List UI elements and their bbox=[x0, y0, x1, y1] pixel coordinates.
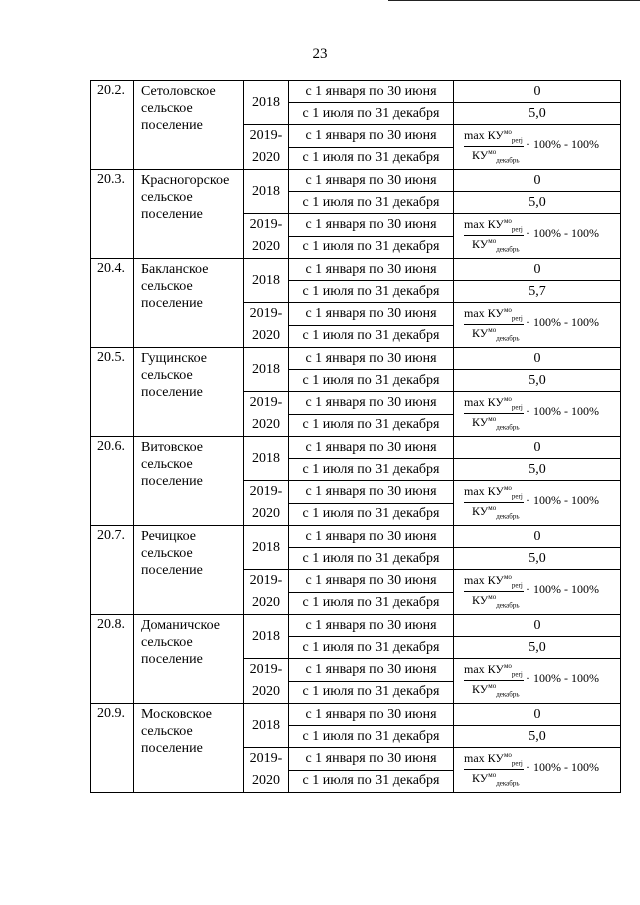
period-cell: с 1 января по 30 июня bbox=[289, 348, 454, 370]
value-cell: 0 bbox=[454, 437, 621, 459]
year-cell: 2018 bbox=[244, 170, 289, 214]
value-cell: 0 bbox=[454, 526, 621, 548]
settlement-name: Красногорское сельское поселение bbox=[134, 170, 244, 259]
formula-numerator: $\max КУ^{мо}_{perj}$ bbox=[464, 128, 523, 145]
formula bbox=[454, 748, 620, 792]
table-row bbox=[91, 170, 621, 192]
period-cell: с 1 июля по 31 декабря bbox=[289, 281, 454, 303]
year-cell: 2019-2020 bbox=[244, 125, 289, 170]
value-cell: 5,0 bbox=[454, 548, 621, 570]
year-cell: 2018 bbox=[244, 259, 289, 303]
formula bbox=[454, 125, 620, 169]
formula-numerator: $\max КУ^{мо}_{perj}$ bbox=[464, 484, 523, 501]
period-cell: с 1 июля по 31 декабря bbox=[289, 548, 454, 570]
year-cell: 2019-2020 bbox=[244, 303, 289, 348]
settlement-name: Гущинское сельское поселение bbox=[134, 348, 244, 437]
year-cell: 2018 bbox=[244, 348, 289, 392]
period-cell: с 1 июля по 31 декабря bbox=[289, 770, 454, 793]
year-cell: 2018 bbox=[244, 437, 289, 481]
period-cell: с 1 июля по 31 декабря bbox=[289, 147, 454, 170]
tariff-table bbox=[90, 80, 621, 793]
period-cell: с 1 января по 30 июня bbox=[289, 615, 454, 637]
table-row bbox=[91, 615, 621, 637]
fraction-bar bbox=[464, 324, 524, 325]
formula-denominator: $КУ^{мо}_{декабрь}$ bbox=[472, 415, 520, 432]
formula-tail: · 100% - 100% bbox=[526, 493, 599, 507]
year-cell: 2019-2020 bbox=[244, 214, 289, 259]
formula-tail: · 100% - 100% bbox=[526, 760, 599, 774]
period-cell: с 1 июля по 31 декабря bbox=[289, 726, 454, 748]
year-cell: 2019-2020 bbox=[244, 481, 289, 526]
value-cell: 0 bbox=[454, 615, 621, 637]
value-cell: 5,7 bbox=[454, 281, 621, 303]
row-number: 20.3. bbox=[91, 170, 134, 259]
period-cell: с 1 июля по 31 декабря bbox=[289, 192, 454, 214]
formula-denominator: $КУ^{мо}_{декабрь}$ bbox=[472, 148, 520, 165]
formula-cell bbox=[454, 748, 621, 793]
formula-numerator: $\max КУ^{мо}_{perj}$ bbox=[464, 217, 523, 234]
year-cell: 2019-2020 bbox=[244, 570, 289, 615]
period-cell: с 1 января по 30 июня bbox=[289, 570, 454, 593]
formula bbox=[454, 214, 620, 258]
table-row bbox=[91, 81, 621, 103]
formula-tail: · 100% - 100% bbox=[526, 315, 599, 329]
row-number: 20.4. bbox=[91, 259, 134, 348]
settlement-name: Речицкое сельское поселение bbox=[134, 526, 244, 615]
year-cell: 2018 bbox=[244, 526, 289, 570]
formula-tail: · 100% - 100% bbox=[526, 226, 599, 240]
formula-cell bbox=[454, 303, 621, 348]
period-cell: с 1 июля по 31 декабря bbox=[289, 459, 454, 481]
formula bbox=[454, 481, 620, 525]
formula-denominator: $КУ^{мо}_{декабрь}$ bbox=[472, 504, 520, 521]
formula-numerator: $\max КУ^{мо}_{perj}$ bbox=[464, 395, 523, 412]
period-cell: с 1 июля по 31 декабря bbox=[289, 681, 454, 704]
value-cell: 0 bbox=[454, 704, 621, 726]
period-cell: с 1 июля по 31 декабря bbox=[289, 370, 454, 392]
formula-numerator: $\max КУ^{мо}_{perj}$ bbox=[464, 751, 523, 768]
value-cell: 0 bbox=[454, 259, 621, 281]
settlement-name: Московское сельское поселение bbox=[134, 704, 244, 793]
top-rule bbox=[388, 0, 640, 1]
table-row bbox=[91, 704, 621, 726]
period-cell: с 1 июля по 31 декабря bbox=[289, 414, 454, 437]
settlement-name: Бакланское сельское поселение bbox=[134, 259, 244, 348]
fraction-bar bbox=[464, 591, 524, 592]
fraction-bar bbox=[464, 235, 524, 236]
formula-numerator: $\max КУ^{мо}_{perj}$ bbox=[464, 306, 523, 323]
formula-cell bbox=[454, 392, 621, 437]
value-cell: 5,0 bbox=[454, 726, 621, 748]
period-cell: с 1 июля по 31 декабря bbox=[289, 503, 454, 526]
formula-cell bbox=[454, 659, 621, 704]
row-number: 20.7. bbox=[91, 526, 134, 615]
period-cell: с 1 января по 30 июня bbox=[289, 748, 454, 771]
year-cell: 2019-2020 bbox=[244, 748, 289, 793]
period-cell: с 1 января по 30 июня bbox=[289, 170, 454, 192]
formula-denominator: $КУ^{мо}_{декабрь}$ bbox=[472, 237, 520, 254]
row-number: 20.6. bbox=[91, 437, 134, 526]
formula-denominator: $КУ^{мо}_{декабрь}$ bbox=[472, 771, 520, 788]
period-cell: с 1 июля по 31 декабря bbox=[289, 325, 454, 348]
year-cell: 2018 bbox=[244, 81, 289, 125]
value-cell: 5,0 bbox=[454, 192, 621, 214]
table-row bbox=[91, 348, 621, 370]
settlement-name: Доманичское сельское поселение bbox=[134, 615, 244, 704]
value-cell: 0 bbox=[454, 170, 621, 192]
period-cell: с 1 января по 30 июня bbox=[289, 303, 454, 326]
fraction-bar bbox=[464, 413, 524, 414]
formula-numerator: $\max КУ^{мо}_{perj}$ bbox=[464, 662, 523, 679]
value-cell: 5,0 bbox=[454, 459, 621, 481]
formula-numerator: $\max КУ^{мо}_{perj}$ bbox=[464, 573, 523, 590]
formula bbox=[454, 303, 620, 347]
period-cell: с 1 июля по 31 декабря bbox=[289, 592, 454, 615]
period-cell: с 1 января по 30 июня bbox=[289, 481, 454, 504]
formula-tail: · 100% - 100% bbox=[526, 404, 599, 418]
settlement-name: Витовское сельское поселение bbox=[134, 437, 244, 526]
period-cell: с 1 января по 30 июня bbox=[289, 704, 454, 726]
row-number: 20.2. bbox=[91, 81, 134, 170]
table-row bbox=[91, 526, 621, 548]
formula-denominator: $КУ^{мо}_{декабрь}$ bbox=[472, 593, 520, 610]
formula bbox=[454, 392, 620, 436]
formula bbox=[454, 570, 620, 614]
value-cell: 0 bbox=[454, 81, 621, 103]
formula-cell bbox=[454, 214, 621, 259]
period-cell: с 1 января по 30 июня bbox=[289, 437, 454, 459]
table-row bbox=[91, 259, 621, 281]
formula-denominator: $КУ^{мо}_{декабрь}$ bbox=[472, 326, 520, 343]
value-cell: 5,0 bbox=[454, 637, 621, 659]
row-number: 20.8. bbox=[91, 615, 134, 704]
formula-cell bbox=[454, 481, 621, 526]
formula-tail: · 100% - 100% bbox=[526, 671, 599, 685]
value-cell: 5,0 bbox=[454, 103, 621, 125]
row-number: 20.5. bbox=[91, 348, 134, 437]
fraction-bar bbox=[464, 502, 524, 503]
formula-tail: · 100% - 100% bbox=[526, 582, 599, 596]
formula-cell bbox=[454, 570, 621, 615]
period-cell: с 1 января по 30 июня bbox=[289, 81, 454, 103]
settlement-name: Сетоловское сельское поселение bbox=[134, 81, 244, 170]
formula-cell bbox=[454, 125, 621, 170]
period-cell: с 1 января по 30 июня bbox=[289, 125, 454, 148]
fraction-bar bbox=[464, 146, 524, 147]
period-cell: с 1 июля по 31 декабря bbox=[289, 637, 454, 659]
page-number: 23 bbox=[312, 46, 328, 62]
period-cell: с 1 июля по 31 декабря bbox=[289, 103, 454, 125]
period-cell: с 1 января по 30 июня bbox=[289, 214, 454, 237]
period-cell: с 1 июля по 31 декабря bbox=[289, 236, 454, 259]
fraction-bar bbox=[464, 769, 524, 770]
fraction-bar bbox=[464, 680, 524, 681]
year-cell: 2019-2020 bbox=[244, 392, 289, 437]
value-cell: 5,0 bbox=[454, 370, 621, 392]
formula-tail: · 100% - 100% bbox=[526, 137, 599, 151]
value-cell: 0 bbox=[454, 348, 621, 370]
row-number: 20.9. bbox=[91, 704, 134, 793]
year-cell: 2018 bbox=[244, 615, 289, 659]
table-row bbox=[91, 437, 621, 459]
period-cell: с 1 января по 30 июня bbox=[289, 526, 454, 548]
period-cell: с 1 января по 30 июня bbox=[289, 259, 454, 281]
year-cell: 2018 bbox=[244, 704, 289, 748]
year-cell: 2019-2020 bbox=[244, 659, 289, 704]
period-cell: с 1 января по 30 июня bbox=[289, 392, 454, 415]
formula-denominator: $КУ^{мо}_{декабрь}$ bbox=[472, 682, 520, 699]
period-cell: с 1 января по 30 июня bbox=[289, 659, 454, 682]
formula bbox=[454, 659, 620, 703]
